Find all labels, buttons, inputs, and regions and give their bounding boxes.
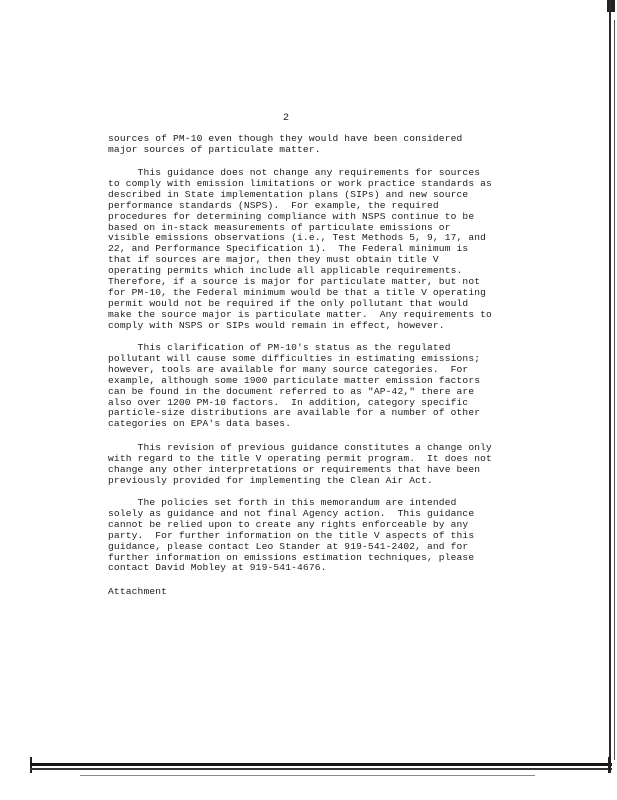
scan-bottom-tick-right [608,757,611,773]
paragraph-pm10-clarification: This clarification of PM-10's status as the regulated pollutant will cause some difficulties in estimating emissions; however, tools are available for many source categories. For example, although some 1900 particulate matter emission factors can be found in the document referred to as "AP-42," there are also over 1200 PM-10 factors. In addition, category specific particle-size distributions are available for a number of other categories on EPA's data bases. [108,342,481,430]
scan-bottom-rule [30,763,612,766]
attachment-label: Attachment [108,586,168,597]
paragraph-guidance-requirements: This guidance does not change any requirements for sources to comply with emission limitations or work practice standards as described in State implementation plans (SIPs) and new source performance standards (NSPS). For example, the required procedures for determining compliance with NSPS continue to be based on in-stack measurements of particulate emissions or visible emissions observations (i.e., Test Methods 5, 9, 17, and 22, and Performance Specification 1). The Federal minimum is that if sources are major, then they must obtain title V operating permits which include all applicable requirements. Therefore, if a source is major for particulate matter, but not for PM-10, the Federal minimum would be that a title V operating permit would not be required if the only pollutant that would make the source major is particulate matter. Any requirements to comply with NSPS or SIPs would remain in effect, however. [108,167,492,331]
paragraph-revision-scope: This revision of previous guidance constitutes a change only with regard to the title V operating permit program. It does not change any other interpretations or requirements that have been previously provided for implementing the Clean Air Act. [108,442,492,486]
scan-bottom-scratch [80,775,535,776]
paragraph-policy-contacts: The policies set forth in this memorandum are intended solely as guidance and not final Agency action. This guidance cannot be relied upon to create any rights enforceable by any party. For further information on the title V aspects of this guidance, please contact Leo Stander at 919-541-2402, and for further information on emissions estimation techniques, please contact David Mobley at 919-541-4676. [108,497,475,574]
paragraph-continuation: sources of PM-10 even though they would have been considered major sources of particulate matter. [108,133,463,155]
scan-edge-right [609,0,611,760]
scan-edge-right-thin [614,20,615,760]
scan-bottom-rule-secondary [30,768,612,770]
page-number: 2 [283,113,290,124]
